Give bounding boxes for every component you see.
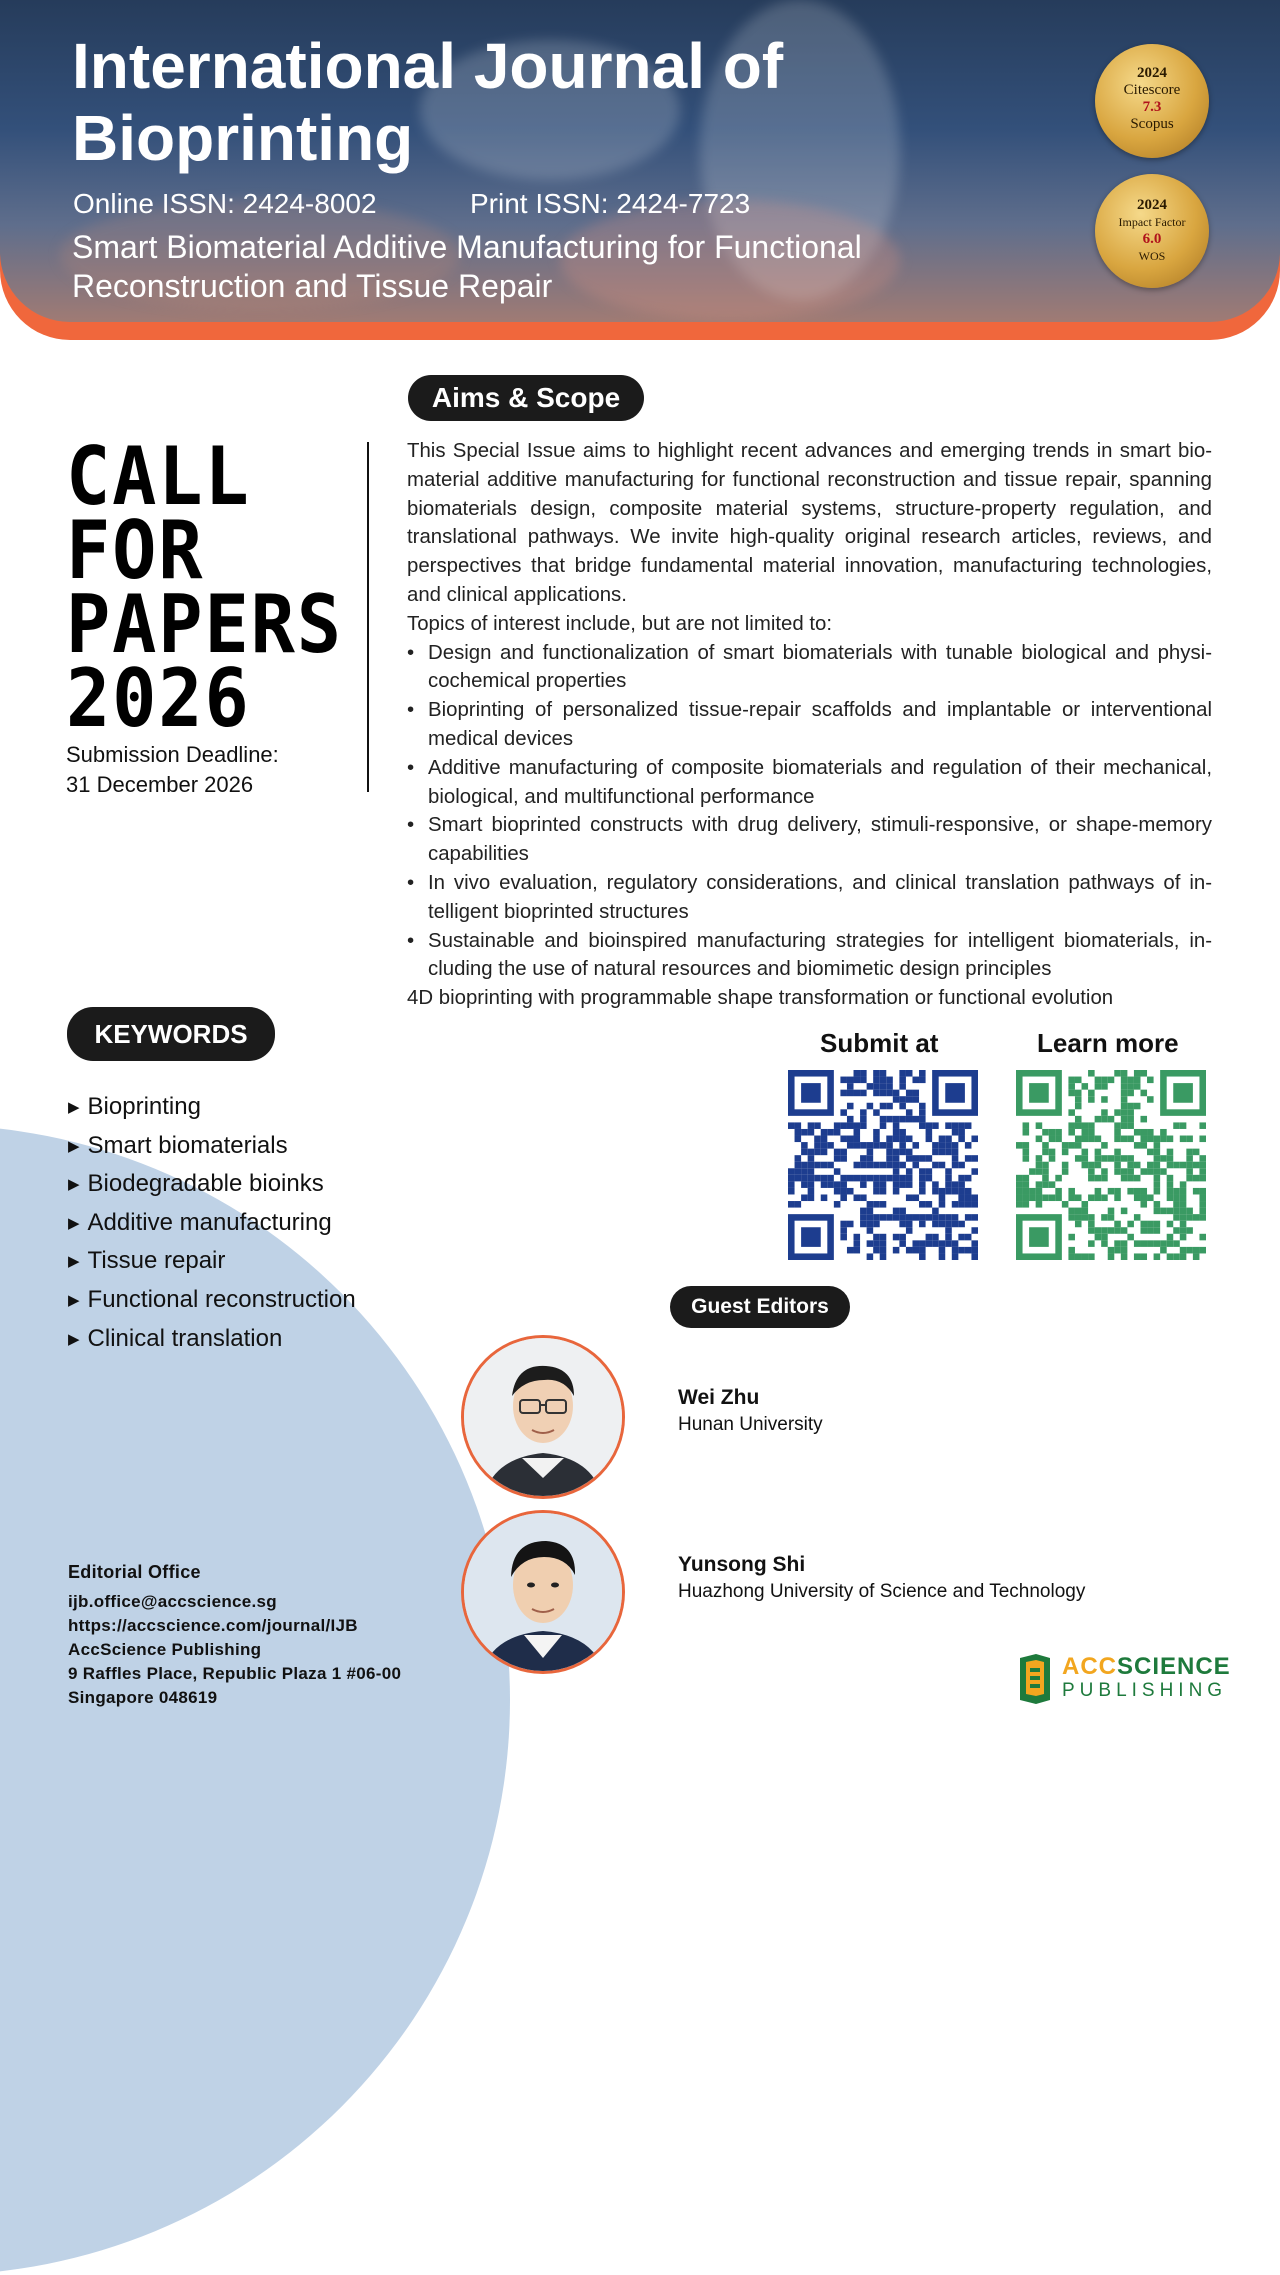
cfp-line: FOR — [66, 504, 205, 597]
keyword-label: Additive manufacturing — [87, 1208, 332, 1236]
keyword-item — [68, 1320, 356, 1359]
keyword-label: Tissue repair — [87, 1247, 226, 1275]
badge-year: 2024 — [1137, 65, 1167, 81]
keyword-label: Clinical translation — [87, 1324, 283, 1352]
submit-at-label: Submit at — [820, 1028, 939, 1058]
editor-affiliation: Hunan University — [678, 1414, 823, 1435]
print-issn: Print ISSN: 2424-7723 — [470, 188, 751, 219]
submission-deadline — [66, 740, 279, 800]
cfp-line: CALL — [66, 430, 251, 523]
badge-metric: Impact Factor — [1118, 215, 1186, 229]
journal-title-line1: International Journal of — [72, 30, 784, 102]
badge-source: WOS — [1138, 249, 1166, 263]
topic-item: • Smart bioprinted constructs with drug delivery, stimuli-responsive, or shape-memory capabilities — [407, 811, 1212, 869]
topics-list — [407, 639, 1212, 985]
online-issn: Online ISSN: 2424-8002 — [73, 188, 377, 219]
keyword-item — [68, 1242, 356, 1281]
editor-name: Yunsong Shi — [678, 1553, 806, 1576]
office-publisher: AccScience Publishing — [68, 1640, 262, 1659]
impact-factor-badge — [1095, 174, 1209, 288]
triangle-right-icon: ▶ — [68, 1291, 80, 1309]
triangle-right-icon: ▶ — [68, 1099, 80, 1116]
cfp-line: 2026 — [66, 652, 251, 745]
triangle-right-icon: ▶ — [68, 1214, 80, 1232]
keywords-list — [68, 1088, 356, 1358]
triangle-right-icon: ▶ — [68, 1253, 80, 1271]
triangle-right-icon: ▶ — [68, 1176, 80, 1194]
editor-name: Wei Zhu — [678, 1386, 760, 1409]
badge-year: 2024 — [1137, 197, 1167, 213]
editorial-office — [68, 1560, 401, 1710]
citescore-badge — [1095, 44, 1209, 158]
accscience-logo-icon — [1016, 1652, 1054, 1704]
office-address-line1: 9 Raffles Place, Republic Plaza 1 #06-00 — [68, 1664, 402, 1683]
submit-qr-code[interactable] — [788, 1070, 978, 1260]
keyword-label: Functional reconstruction — [87, 1285, 356, 1313]
topic-item: • Design and functionalization of smart biomaterials with tunable biological and physicochemical properties — [407, 639, 1212, 697]
badge-value: 6.0 — [1142, 231, 1162, 247]
call-for-papers-heading — [66, 430, 343, 745]
learn-more-label: Learn more — [1037, 1028, 1179, 1058]
office-url[interactable]: https://accscience.com/journal/IJB — [68, 1616, 358, 1635]
topic-item: • Sustainable and bioinspired manufacturing strategies for intelligent biomaterials, including the use of natural resources and biomimetic design principles — [407, 927, 1212, 985]
aims-intro: This Special Issue aims to highlight recent advances and emerging trends in smart biomaterial additive manufacturing for functional reconstruction and tissue repair, spanning biomaterials design, composite material systems, structure-property regulation, and translational pathways. We invite high-quality original research articles, reviews, and perspectives that bridge fundamental material innovation, manufacturing technologies, and clinical applications. — [407, 440, 1212, 606]
keyword-item — [68, 1088, 356, 1127]
keyword-item — [68, 1204, 356, 1243]
journal-title — [72, 30, 922, 174]
aims-scope-text — [407, 437, 1212, 1013]
special-issue-title-line1: Smart Biomaterial Additive Manufacturing for Functional — [72, 229, 862, 265]
keywords-heading: KEYWORDS — [67, 1007, 275, 1061]
keyword-label: Smart biomaterials — [87, 1131, 288, 1159]
office-email[interactable]: ijb.office@accscience.sg — [68, 1592, 277, 1611]
aims-scope-heading: Aims & Scope — [408, 375, 644, 421]
keyword-item — [68, 1127, 356, 1166]
deadline-label: Submission Deadline: — [66, 742, 279, 767]
divider — [367, 442, 369, 792]
editorial-office-heading: Editorial Office — [68, 1562, 201, 1582]
person-icon — [464, 1513, 622, 1671]
keyword-item — [68, 1281, 356, 1320]
keyword-label: Biodegradable bioinks — [87, 1170, 324, 1198]
topic-item: • Additive manufacturing of composite biomaterials and regulation of their mechanical, biological, and multifunctional performance — [407, 754, 1212, 812]
topic-item-last: 4D bioprinting with programmable shape transformation or functional evolution — [407, 987, 1114, 1010]
person-icon — [464, 1338, 622, 1496]
triangle-right-icon: ▶ — [68, 1137, 80, 1155]
topic-item: • In vivo evaluation, regulatory considerations, and clinical translation pathways of intelligent bioprinted structures — [407, 869, 1212, 927]
special-issue-title-line2: Reconstruction and Tissue Repair — [72, 268, 553, 304]
triangle-right-icon: ▶ — [68, 1330, 80, 1348]
journal-title-line2: Bioprinting — [72, 102, 414, 174]
office-address-line2: Singapore 048619 — [68, 1688, 218, 1707]
accscience-logo-text — [1062, 1655, 1231, 1703]
cfp-line: PAPERS — [66, 578, 343, 671]
learn-more-qr-code[interactable] — [1016, 1070, 1206, 1260]
keyword-item — [68, 1165, 356, 1204]
guest-editors-heading: Guest Editors — [670, 1286, 850, 1328]
topics-intro: Topics of interest include, but are not limited to: — [407, 612, 833, 635]
editor-photo-yunsong-shi — [461, 1510, 625, 1674]
special-issue-title — [72, 228, 1002, 306]
logo-publishing: PUBLISHING — [1062, 1680, 1228, 1701]
editor-photo-wei-zhu — [461, 1335, 625, 1499]
deadline-date: 31 December 2026 — [66, 772, 254, 797]
topic-item: • Bioprinting of personalized tissue-repair scaffolds and implantable or interventional medical devices — [407, 696, 1212, 754]
logo-science: SCIENCE — [1117, 1653, 1231, 1680]
badge-metric: Citescore — [1123, 82, 1181, 98]
badge-value: 7.3 — [1142, 99, 1162, 115]
keyword-label: Bioprinting — [87, 1093, 201, 1120]
editor-affiliation: Huazhong University of Science and Technology — [678, 1581, 1086, 1602]
badge-source: Scopus — [1130, 116, 1174, 132]
logo-acc: ACC — [1062, 1653, 1117, 1680]
